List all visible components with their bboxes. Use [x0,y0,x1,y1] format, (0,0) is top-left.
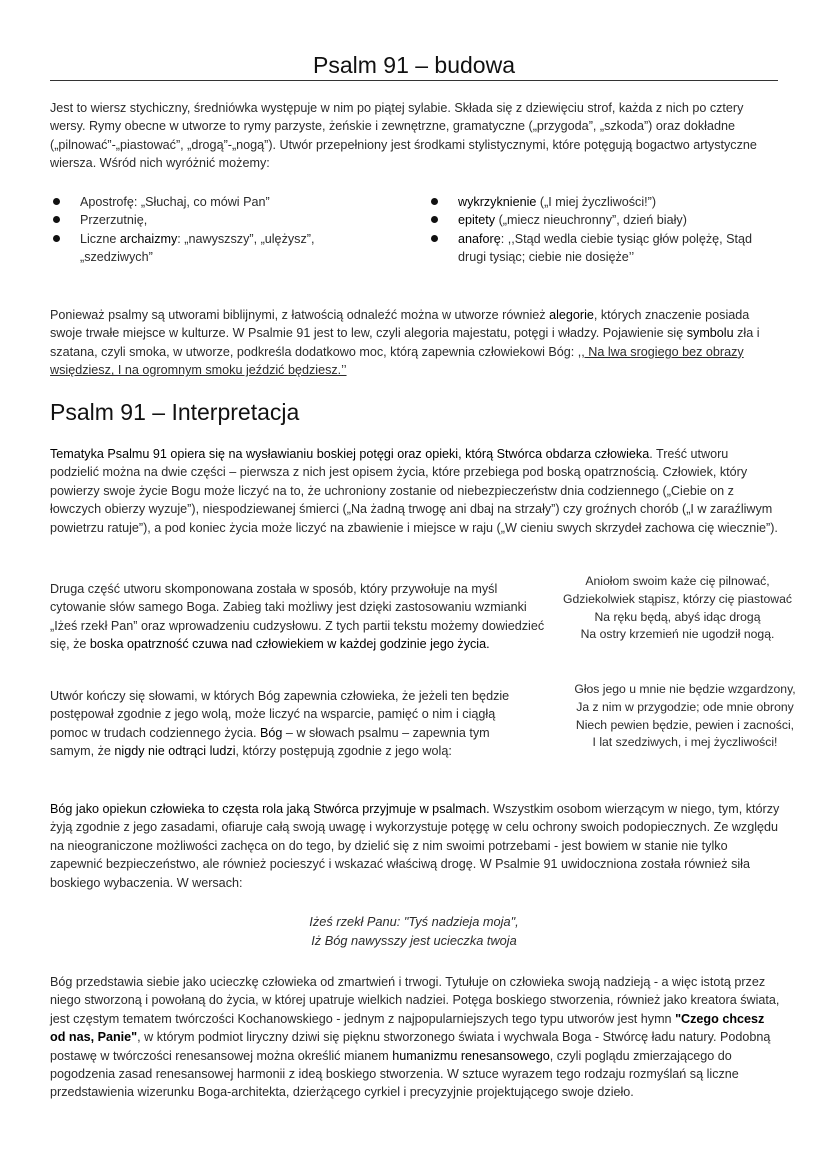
bullet-icon [431,198,438,205]
title-underline [50,80,778,81]
list-item: Liczne archaizmy: „nawyszszy”, „ulężysz”, „szedziwych” [50,230,350,267]
bullet-icon [53,198,60,205]
interpretation-paragraph-2: Druga część utworu skomponowana została w sposób, który przywołuje na myśl cytowanie słów samego Boga. Zabieg taki możliwy jest dzięki zastosowaniu wzmianki „Iżeś rzekł Pan” oraz wprowadzeniu cudzysłowu. Z tych partii tekstu możemy dowiedzieć się, że boska opatrzność czuwa nad człowiekiem w każdej godzinie jego życia. [50,582,545,652]
allegory-quote: ,, Na lwa srogiego bez obrazy wsiędziesz, I na ogromnym smoku jeździć będziesz.’’ [50,344,744,378]
term-humanizm: humanizmu renesansowego [392,1048,550,1063]
interpretation-lead: Tematyka Psalmu 91 opiera się na wysławianiu boskiej potęgi oraz opieki, którą Stwórca obdarza człowieka [50,447,650,461]
psalm-quote-2: Głos jego u mnie nie będzie wzgardzony, Ja z nim w przygodzie; ode mnie obrony Niech pewien będzie, pewien i zacności, I lat szedziwych, i mej życzliwości! [574,682,796,750]
section-title-budowa: Psalm 91 – budowa [312,52,515,78]
list-item: wykrzyknienie („I miej życzliwości!”) [428,193,783,211]
term-anafora: anaforę [458,231,501,246]
devices-list-left [50,193,350,267]
bullet-icon [53,216,60,223]
bullet-icon [53,235,60,242]
hymn-title: "Czego chcesz od nas, Panie" [50,1011,765,1045]
interpretation-paragraph-5: Bóg przedstawia siebie jako ucieczkę człowieka od zmartwień i trwogi. Tytułuje on człowieka swoją nadzieją - a więc istotą przez niego stworzoną i powołaną do życia, w której upatruje wielkich nadziei. Potęga boskiego stworzenia, również jako kreatora świata, jest częstym tematem twórczości Kochanowskiego - jednym z najpopularniejszych tego typu utworów jest hymn "Czego chcesz od nas, Panie", w którym podmiot liryczny dziwi się pięknu stworzonego świata i wychwala Boga - Stwórcę ładu natury. Podobną postawę w twórczości renesansowej można określić mianem humanizmu renesansowego, czyli poglądu zmierzającego do pogodzenia zasad renesansowej harmonii z ideą boskiego stworzenia. W sztuce wyrazem tego rodzaju rozmyślań są liczne przedstawienia wizerunku Boga-architekta, dzierżącego cyrkiel i precyzyjnie projektującego swoje dzieło. [50,975,780,1100]
psalm-quote-3: Iżeś rzekł Panu: "Tyś nadzieja moja", Iż Bóg nawysszy jest ucieczka twoja [309,914,519,948]
bullet-icon [431,235,438,242]
bullet-icon [431,216,438,223]
list-item: Przerzutnię, [50,211,350,229]
term-symbolu: symbolu [686,326,734,341]
interpretation-paragraph-3: Utwór kończy się słowami, w których Bóg zapewnia człowieka, że jeżeli ten będzie postępował zgodnie z jego wolą, może liczyć na wsparcie, pamięć o nim i ciągłą pomoc w trudach codziennego życia. Bóg – w słowach psalmu – zapewnia tym samym, że nigdy nie odtrąci ludzi, którzy postępują zgodnie z jego wolą: [50,689,510,759]
psalm-quote-1: Aniołom swoim każe cię pilnować, Gdziekolwiek stąpisz, którzy cię piastować Na ręku będą, abyś idąc drogą Na ostry krzemień nie ugodził nogą. [563,574,792,642]
allegory-paragraph: Ponieważ psalmy są utworami biblijnymi, z łatwością odnaleźć można w utworze również alegorie, których znaczenie posiada swoje trwałe miejsce w kulturze. W Psalmie 91 jest to lew, czyli alegoria majestatu, potęgi i władzy. Pojawienie się symbolu zła i szatana, czyli smoka, w utworze, podkreśla dodatkowo moc, którą zapewnia człowiekowi Bóg: ,, Na lwa srogiego bez obrazy wsiędziesz, I na ogromnym smoku jeździć będziesz.’’ [50,308,760,378]
interpretation-paragraph-4: Bóg jako opiekun człowieka to częsta rola jaką Stwórca przyjmuje w psalmach. Wszystkim osobom wierzącym w niego, tym, którzy żyją zgodnie z jego zasadami, ofiaruje całą swoją uwagę i wykorzystuje potęgę w celu ochrony swoich podopiecznych. Ze względu na nieograniczone możliwości zachęca on do tego, by dzielić się z nim swoimi potrzebami - jest bowiem w stanie nie tylko zapewnić bezpieczeństwo, ale również pocieszyć i wskazać właściwą drogę. W Psalmie 91 uwidoczniona została również siła boskiego wybaczenia. W wersach: [50,802,780,890]
term-alegorie: alegorie [549,308,594,322]
providence-highlight: boska opatrzność czuwa nad człowiekiem w każdej godzinie jego życia. [89,637,490,652]
term-archaizmy: archaizmy [119,231,178,246]
list-item: anaforę: ,,Stąd wedla ciebie tysiąc głów polężę, Stąd drugi tysiąc; ciebie nie dosięże’’ [428,230,783,267]
devices-list-right [428,193,783,267]
guardian-lead: Bóg jako opiekun człowieka to częsta rola jaką Stwórca przyjmuje w psalmach. [50,802,490,816]
section-title-interpretacja: Psalm 91 – Interpretacja [50,399,300,425]
term-bog: Bóg [260,725,283,740]
never-reject-highlight: nigdy nie odtrąci ludzi [114,744,236,759]
interpretation-paragraph-1: Tematyka Psalmu 91 opiera się na wysławianiu boskiej potęgi oraz opieki, którą Stwórca obdarza człowieka. Treść utworu podzielić można na dwie części – pierwsza z nich jest opisem życia, które przebiega pod boską opatrznością. Człowiek, który powierzy swoje życie Bogu może liczyć na to, że uchroniony zostanie od niebezpieczeństw dnia codziennego („Ciebie on z łowczych obierzy wyzuje”), niespodziewanej śmierci („Na żadną trwogę ani dbaj na strzały”) czy groźnych chorób („I w zaraźliwym powietrzu ratuje”), a pod koniec życia może liczyć na zbawienie i miejsce w raju („W cieniu swych skrzydeł zachowa cię wiecznie”). [50,447,778,535]
list-item: Apostrofę: „Słuchaj, co mówi Pan” [50,193,350,211]
term-epitety: epitety [458,213,496,228]
term-wykrzyknienie: wykrzyknienie [458,195,537,209]
intro-paragraph: Jest to wiersz stychiczny, średniówka występuje w nim po piątej sylabie. Składa się z dziewięciu strof, każda z nich po cztery wersy. Rymy obecne w utworze to rymy parzyste, żeńskie i zewnętrzne, gramatyczne („przygoda”, „szkoda”) oraz dokładne („pilnować”-„piastować”, „drogą”-„nogą”). Utwór przepełniony jest środkami stylistycznymi, które potęgują bogactwo artystyczne wiersza. Wśród nich wyróżnić możemy: [50,101,757,171]
list-item: epitety („miecz nieuchronny”, dzień biały) [428,211,783,229]
